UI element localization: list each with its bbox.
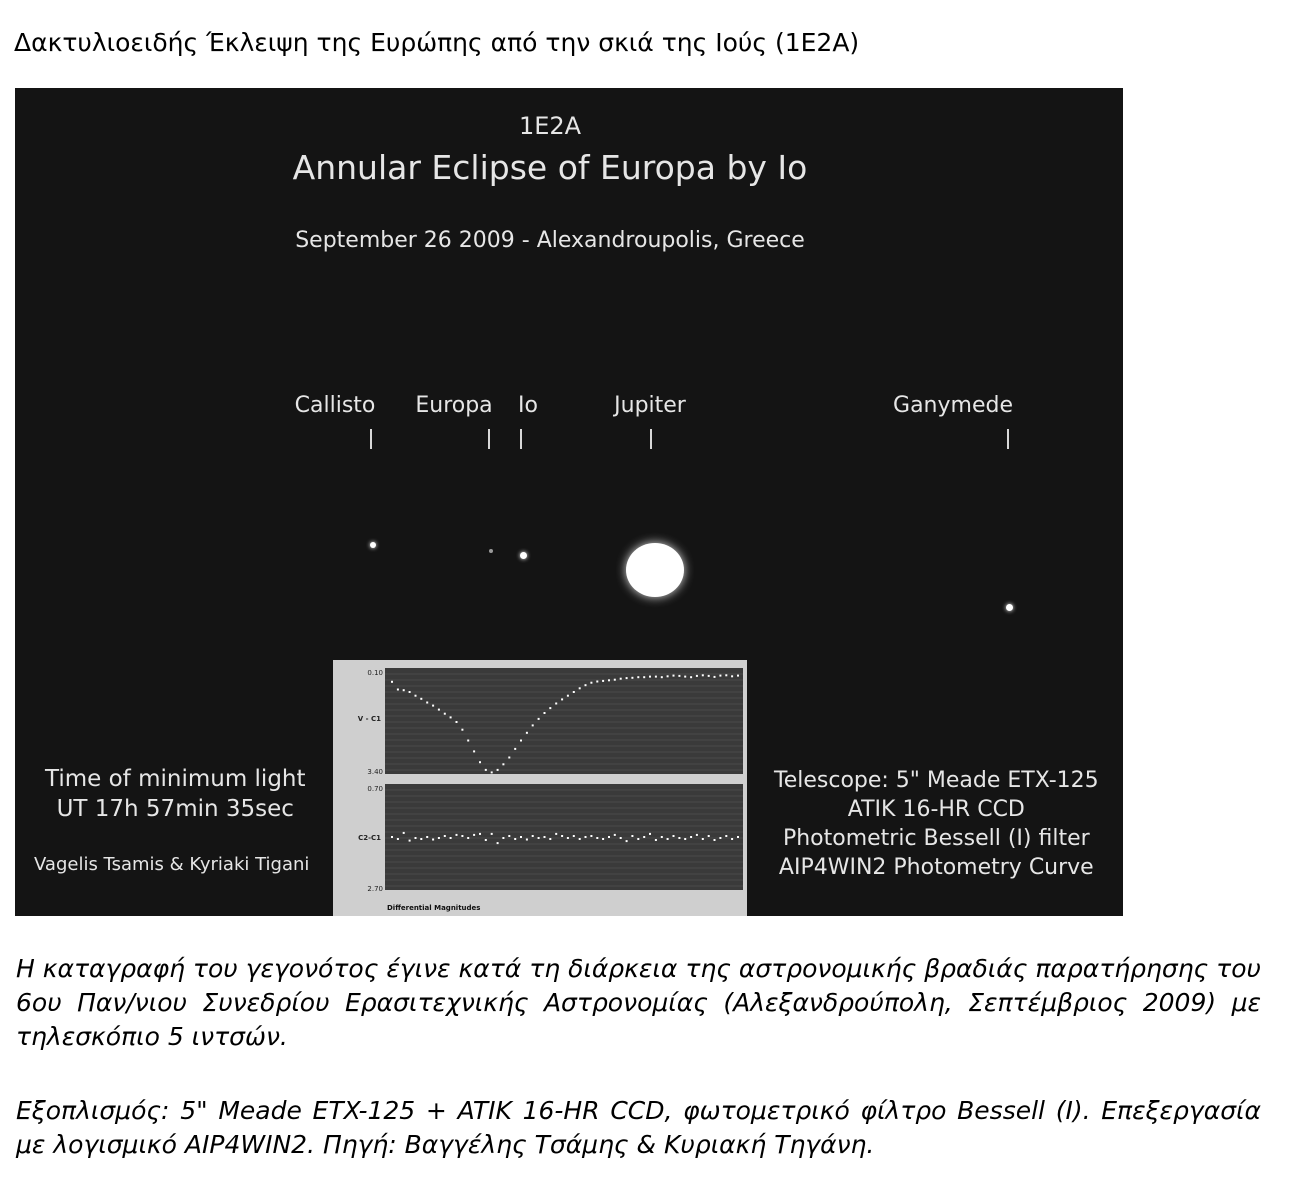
data-point: [555, 703, 557, 705]
data-point: [532, 835, 534, 837]
data-point: [661, 676, 663, 678]
jupiter-disc: [626, 543, 684, 597]
data-point: [549, 838, 551, 840]
data-point: [526, 732, 528, 734]
data-point: [432, 839, 434, 841]
data-point: [456, 721, 458, 723]
data-point: [420, 698, 422, 700]
data-point: [661, 836, 663, 838]
top-ymax-label: 0.10: [367, 669, 383, 677]
page-title: Δακτυλιοειδής Έκλειψη της Ευρώπης από την σκιά της Ιούς (1Ε2Α): [14, 28, 860, 57]
data-point: [532, 724, 534, 726]
data-point: [643, 836, 645, 838]
data-point: [444, 835, 446, 837]
data-point: [461, 835, 463, 837]
data-point: [438, 837, 440, 839]
data-point: [655, 839, 657, 841]
data-point: [526, 839, 528, 841]
data-point: [590, 835, 592, 837]
equipment-filter: Photometric Bessell (I) filter: [782, 826, 1090, 851]
data-point: [485, 839, 487, 841]
data-point: [397, 838, 399, 840]
minimum-light-time: [45, 764, 306, 824]
data-point: [596, 837, 598, 839]
data-point: [479, 761, 481, 763]
marker-jupiter: [650, 429, 652, 449]
data-point: [502, 837, 504, 839]
data-point: [491, 833, 493, 835]
equipment-software: AIP4WIN2 Photometry Curve: [778, 855, 1094, 880]
callisto-dot: [370, 542, 376, 548]
data-point: [473, 750, 475, 752]
caption-paragraph-1: Η καταγραφή του γεγονότος έγινε κατά τη διάρκεια της αστρονομικής βραδιάς παρατήρησης του 6ου Παν/νιου Συνεδρίου Ερασιτεχνικής Αστρονομίας (Αλεξανδρούπολη, Σεπτέμβριος 2009) με τηλεσκόπιο 5 ιντσών.: [16, 954, 1261, 1051]
data-point: [637, 838, 639, 840]
data-point: [596, 681, 598, 683]
data-point: [397, 689, 399, 691]
event-code: 1E2A: [518, 112, 582, 140]
data-point: [673, 675, 675, 677]
data-point: [649, 676, 651, 678]
data-point: [655, 676, 657, 678]
data-point: [420, 838, 422, 840]
label-io: Io: [518, 393, 538, 418]
data-point: [520, 836, 522, 838]
data-point: [549, 707, 551, 709]
europa-dot: [489, 549, 493, 553]
data-point: [426, 702, 428, 704]
data-point: [696, 834, 698, 836]
min-light-line1: Time of minimum light: [45, 766, 306, 792]
data-point: [719, 837, 721, 839]
data-point: [737, 836, 739, 838]
data-point: [456, 834, 458, 836]
data-point: [585, 684, 587, 686]
data-point: [473, 834, 475, 836]
data-point: [649, 833, 651, 835]
data-point: [497, 769, 499, 771]
data-point: [508, 757, 510, 759]
data-point: [391, 836, 393, 838]
data-point: [415, 695, 417, 697]
data-point: [467, 740, 469, 742]
io-dot: [520, 552, 527, 559]
equipment-camera: ATIK 16-HR CCD: [847, 797, 1025, 822]
label-jupiter: Jupiter: [614, 393, 686, 418]
data-point: [708, 675, 710, 677]
marker-ganymede: [1007, 429, 1009, 449]
data-point: [667, 838, 669, 840]
data-point: [631, 835, 633, 837]
data-point: [403, 689, 405, 691]
top-axis-label: V - C1: [357, 715, 381, 723]
data-point: [567, 837, 569, 839]
photo-credit: Vagelis Tsamis & Kyriaki Tigani: [34, 854, 310, 875]
data-point: [714, 676, 716, 678]
date-place: September 26 2009 - Alexandroupolis, Greece: [295, 228, 805, 253]
data-point: [485, 769, 487, 771]
data-point: [579, 687, 581, 689]
data-point: [461, 729, 463, 731]
marker-europa: [488, 429, 490, 449]
marker-callisto: [370, 429, 372, 449]
data-point: [520, 740, 522, 742]
data-point: [731, 675, 733, 677]
data-point: [409, 691, 411, 693]
data-point: [737, 675, 739, 677]
light-curve-chart: [333, 660, 747, 916]
data-point: [573, 835, 575, 837]
data-point: [678, 675, 680, 677]
data-point: [731, 838, 733, 840]
data-point: [684, 676, 686, 678]
data-point: [626, 840, 628, 842]
data-point: [538, 718, 540, 720]
data-point: [620, 678, 622, 680]
data-point: [479, 833, 481, 835]
photo-headline: Annular Eclipse of Europa by Io: [292, 148, 808, 187]
bottom-ymax-label: 0.70: [367, 785, 383, 793]
bottom-axis-label: C2-C1: [358, 834, 381, 842]
label-europa: Europa: [415, 393, 493, 418]
data-point: [614, 834, 616, 836]
data-point: [391, 681, 393, 683]
data-point: [497, 842, 499, 844]
data-point: [614, 679, 616, 681]
data-point: [725, 674, 727, 676]
eclipse-photo: [15, 88, 1123, 916]
data-point: [514, 748, 516, 750]
data-point: [561, 835, 563, 837]
data-point: [508, 835, 510, 837]
data-point: [626, 677, 628, 679]
data-point: [608, 679, 610, 681]
data-point: [444, 713, 446, 715]
label-ganymede: Ganymede: [893, 393, 1013, 418]
equipment-list: [774, 766, 1099, 882]
data-point: [702, 838, 704, 840]
data-point: [579, 838, 581, 840]
data-point: [725, 835, 727, 837]
min-light-line2: UT 17h 57min 35sec: [56, 796, 294, 822]
data-point: [450, 837, 452, 839]
top-ymin-label: 3.40: [367, 768, 383, 776]
data-point: [608, 836, 610, 838]
data-point: [637, 676, 639, 678]
data-point: [702, 674, 704, 676]
data-point: [690, 676, 692, 678]
data-point: [567, 695, 569, 697]
marker-io: [520, 429, 522, 449]
data-point: [538, 837, 540, 839]
photometry-inset: [333, 660, 747, 916]
ganymede-dot: [1006, 604, 1013, 611]
data-point: [585, 836, 587, 838]
data-point: [667, 675, 669, 677]
data-point: [620, 837, 622, 839]
data-point: [602, 838, 604, 840]
data-point: [491, 771, 493, 773]
data-point: [403, 832, 405, 834]
bottom-ymin-label: 2.70: [367, 885, 383, 893]
label-callisto: Callisto: [294, 393, 376, 418]
data-point: [415, 837, 417, 839]
data-point: [502, 763, 504, 765]
equipment-telescope: Telescope: 5" Meade ETX-125: [774, 768, 1099, 793]
inset-xlabel: Differential Magnitudes: [387, 904, 481, 912]
data-point: [544, 712, 546, 714]
caption-paragraph-2: Εξοπλισμός: 5" Meade ETX-125 + ATIK 16-HR CCD, φωτομετρικό φίλτρο Bessell (I). Επεξεργασία με λογισμικό AIP4WIN2. Πηγή: Βαγγέλης Τσάμης & Κυριακή Τηγάνη.: [16, 1096, 1261, 1159]
data-point: [467, 837, 469, 839]
data-point: [590, 682, 592, 684]
data-point: [678, 837, 680, 839]
data-point: [714, 839, 716, 841]
data-point: [561, 698, 563, 700]
data-point: [438, 709, 440, 711]
data-point: [602, 680, 604, 682]
data-point: [690, 836, 692, 838]
data-point: [409, 840, 411, 842]
data-point: [514, 838, 516, 840]
data-point: [432, 705, 434, 707]
data-point: [573, 691, 575, 693]
data-point: [643, 676, 645, 678]
data-point: [696, 675, 698, 677]
data-point: [708, 835, 710, 837]
data-point: [684, 838, 686, 840]
data-point: [450, 716, 452, 718]
data-point: [631, 677, 633, 679]
data-point: [426, 836, 428, 838]
data-point: [719, 675, 721, 677]
data-point: [544, 836, 546, 838]
data-point: [673, 835, 675, 837]
data-point: [555, 833, 557, 835]
